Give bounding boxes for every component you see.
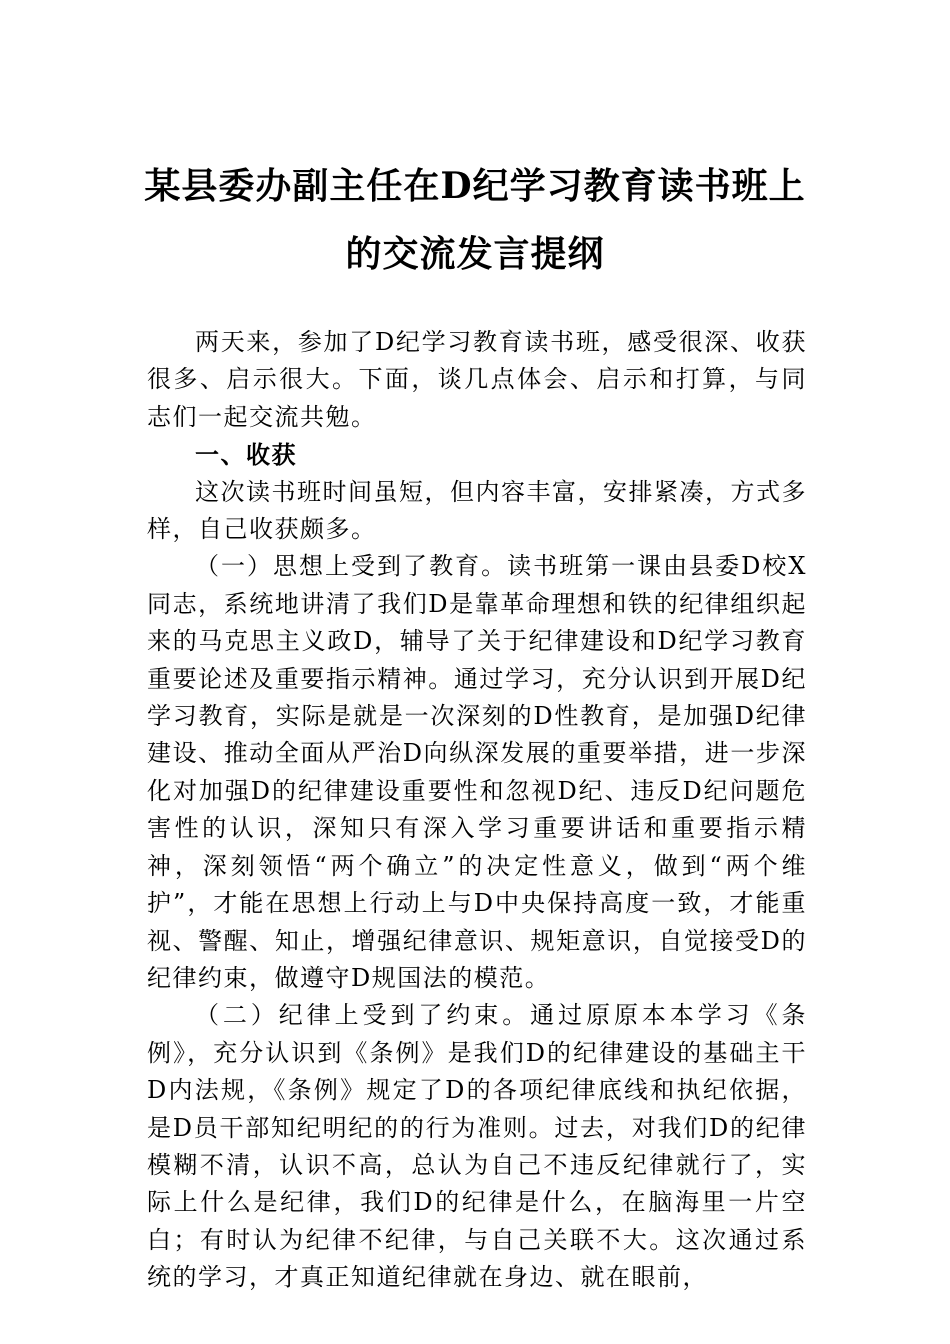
document-title-line-1: 某县委办副主任在D纪学习教育读书班上 xyxy=(144,165,806,207)
item-1-lead: （一）思想上受到了教育。 xyxy=(195,552,508,581)
item-2-body: 通过原原本本学习《条例》，充分认识到《条例》是我们D的纪律建设的基础主干D内法规，《条例》规定了D的各项纪律底线和执纪依据，是D员干部知纪明纪的的行为准则。过去，对我们D的纪律模糊不清，认识不高，总认为自己不违反纪律就行了，实际上什么是纪律，我们D的纪律是什么，在脑海里一片空白；有时认为纪律不纪律，与自己关联不大。这次通过系统的学习，才真正知道纪律就在身边、就在眼前， xyxy=(147,1001,808,1292)
intro-paragraph: 两天来，参加了D纪学习教育读书班，感受很深、收获很多、启示很大。下面，谈几点体会、启示和打算，与同志们一起交流共勉。 xyxy=(147,328,807,431)
item-2-lead: （二）纪律上受到了约束。 xyxy=(195,1001,531,1030)
item-1-body: 读书班第一课由县委D校X同志，系统地讲清了我们D是靠革命理想和铁的纪律组织起来的马克思主义政D，辅导了关于纪律建设和D纪学习教育重要论述及重要指示精神。通过学习，充分认识到开展D纪学习教育，实际是就是一次深刻的D性教育，是加强D纪律建设、推动全面从严治D向纵深发展的重要举措，进一步深化对加强D的纪律建设重要性和忽视D纪、违反D纪问题危害性的认识，深知只有深入学习重要讲话和重要指示精神，深刻领悟“两个确立”的决定性意义，做到“两个维护”，才能在思想上行动上与D中央保持高度一致，才能重视、警醒、知止，增强纪律意识、规矩意识，自觉接受D的纪律约束，做遵守D规国法的模范。 xyxy=(147,552,808,992)
item-2-paragraph xyxy=(147,997,807,1296)
document-body xyxy=(147,324,807,1297)
section-intro-paragraph: 这次读书班时间虽短，但内容丰富，安排紧凑，方式多样，自己收获颇多。 xyxy=(147,477,807,544)
item-1-paragraph xyxy=(147,548,807,997)
section-heading-harvest: 一、收获 xyxy=(195,440,297,470)
document-title-line-2: 的交流发言提纲 xyxy=(345,233,605,275)
